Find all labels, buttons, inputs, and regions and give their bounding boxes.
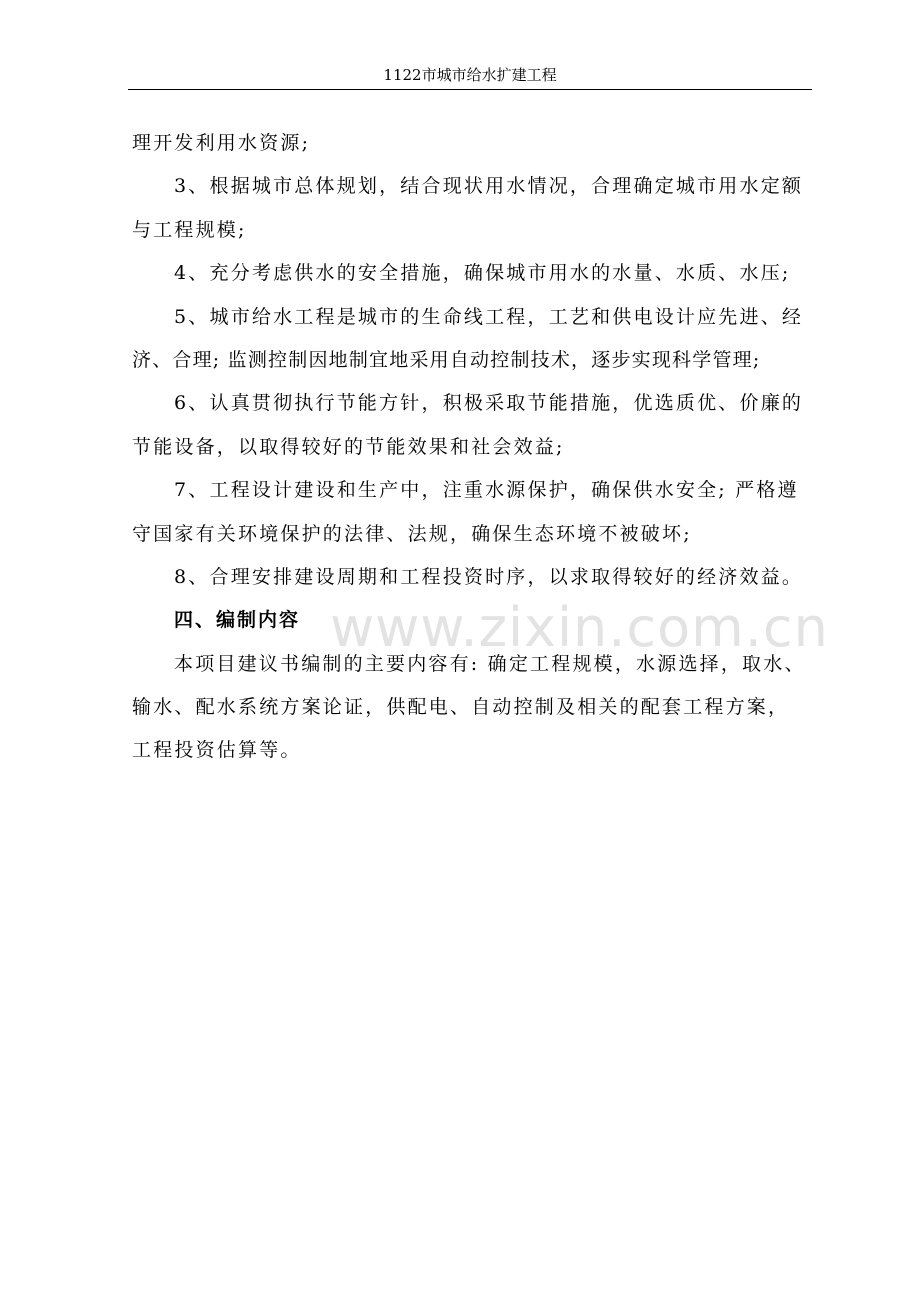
- paragraph-line: 工程投资估算等。: [132, 739, 302, 762]
- paragraph-line: 济、合理; 监测控制因地制宜地采用自动控制技术，逐步实现科学管理;: [132, 348, 761, 371]
- list-item-3: 3、根据城市总体规划，结合现状用水情况，合理确定城市用水定额: [174, 175, 804, 198]
- section-heading: 四、编制内容: [174, 609, 301, 632]
- paragraph-line: 理开发利用水资源;: [132, 132, 311, 154]
- paragraph-line: 输水、配水系统方案论证，供配电、自动控制及相关的配套工程方案，: [132, 696, 790, 719]
- paragraph-line: 守国家有关环境保护的法律、法规，确保生态环境不被破坏;: [132, 522, 692, 545]
- watermark-text: www.zixin.com.cn: [330, 596, 829, 659]
- list-item-8: 8、合理安排建设周期和工程投资时序，以求取得较好的经济效益。: [174, 565, 804, 588]
- document-body: [132, 122, 812, 773]
- paragraph-line: 与工程规模;: [132, 218, 247, 241]
- paragraph-line: 节能设备，以取得较好的节能效果和社会效益;: [132, 435, 565, 458]
- list-item-5: 5、城市给水工程是城市的生命线工程，工艺和供电设计应先进、经: [174, 305, 804, 328]
- paragraph-line: 本项目建议书编制的主要内容有: 确定工程规模，水源选择，取水、: [174, 652, 806, 675]
- list-item-4: 4、充分考虑供水的安全措施，确保城市用水的水量、水质、水压;: [174, 262, 791, 285]
- list-item-7: 7、工程设计建设和生产中，注重水源保护，确保供水安全; 严格遵: [174, 479, 799, 502]
- header-title: 1122市城市给水扩建工程: [383, 66, 557, 84]
- page-header: [128, 64, 812, 90]
- list-item-6: 6、认真贯彻执行节能方针，积极采取节能措施，优选质优、价廉的: [174, 392, 804, 415]
